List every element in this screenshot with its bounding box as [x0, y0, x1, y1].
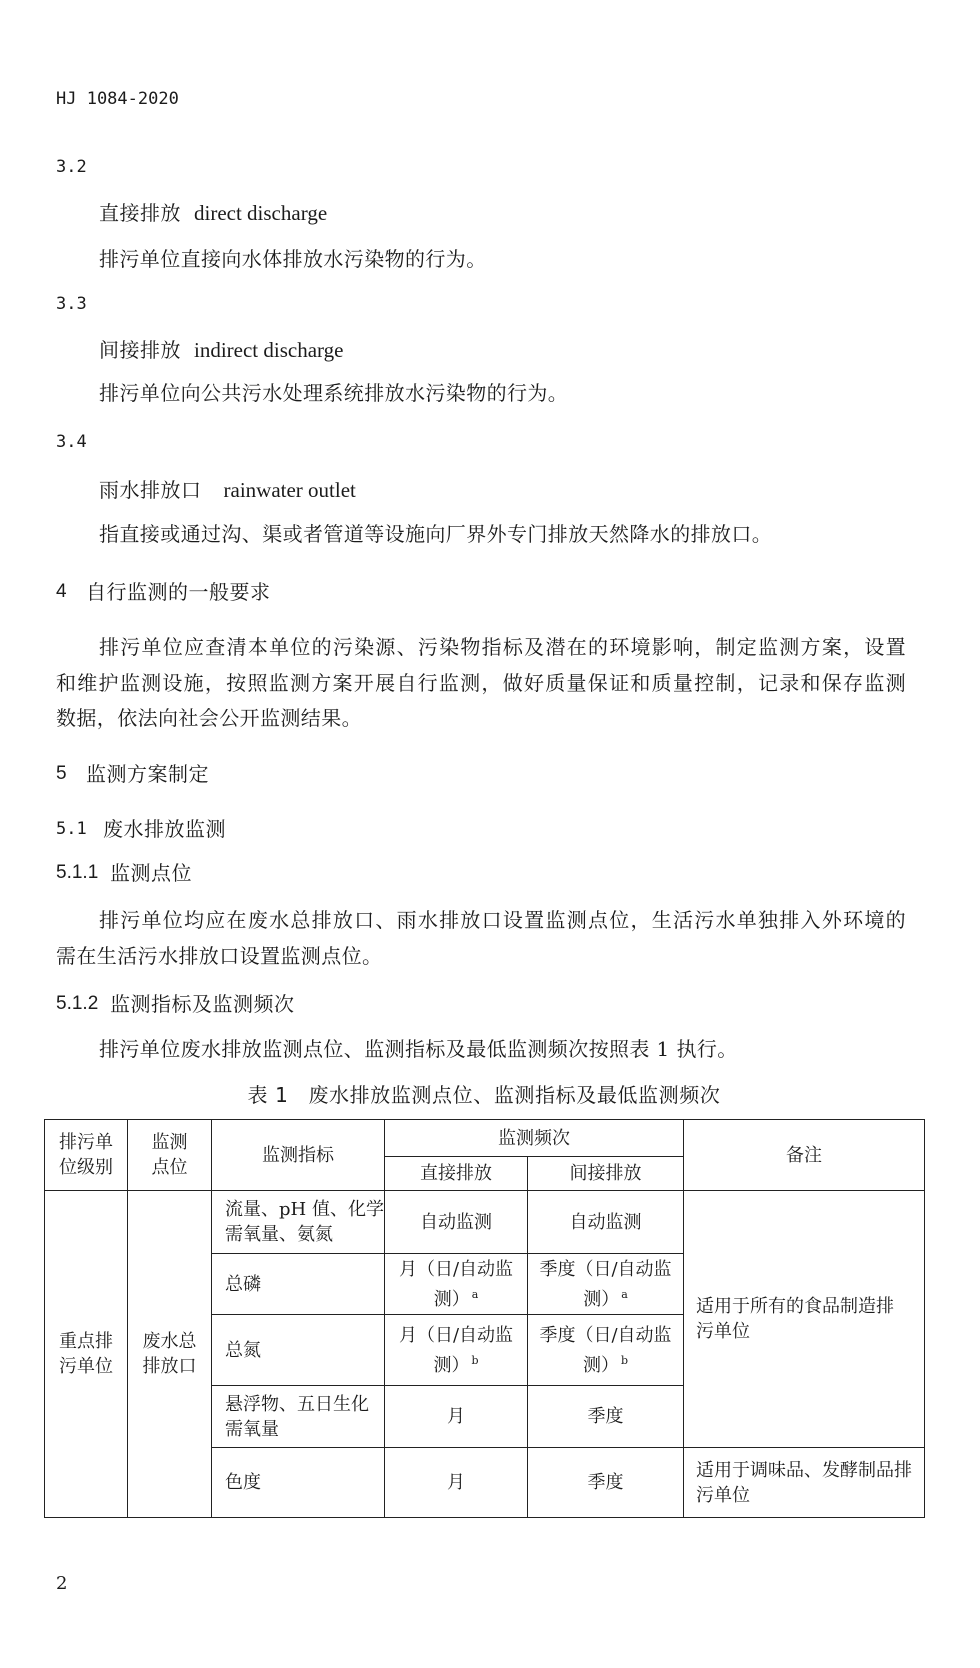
term-en: indirect discharge — [194, 338, 344, 362]
term-3-2 — [99, 201, 327, 227]
monitoring-point-cell: 废水总 排放口 — [128, 1191, 212, 1518]
direct-frequency-cell: 月（日/自动监 测） $^b$ — [385, 1315, 528, 1386]
header-indirect: 间接排放 — [528, 1157, 684, 1191]
indirect-frequency-cell: 自动监测 — [528, 1191, 684, 1254]
indicator-cell: 流量、pH 值、化学 需氧量、氨氮 — [212, 1191, 385, 1254]
term-cn: 雨水排放口 — [99, 478, 202, 502]
remark-cell: 适用于所有的食品制造排 污单位 — [684, 1191, 925, 1448]
paragraph-5-1-1 — [56, 903, 906, 974]
header-unit-level: 排污单 位级别 — [45, 1120, 128, 1191]
paragraph-line: 排污单位应查清本单位的污染源、污染物指标及潜在的环境影响，制定监测方案，设置 — [99, 635, 906, 659]
indicator-cell: 色度 — [212, 1448, 385, 1518]
section-number-4: 4 — [56, 581, 67, 602]
remark-cell: 适用于调味品、发酵制品排 污单位 — [684, 1448, 925, 1518]
page-number: 2 — [56, 1573, 68, 1594]
section-number-5-1-1: 5.1.1 — [56, 862, 99, 883]
table-caption-title: 废水排放监测点位、监测指标及最低监测频次 — [308, 1083, 721, 1107]
section-title-5-1-1: 监测点位 — [110, 861, 192, 885]
footnote-mark: a — [471, 1287, 479, 1301]
footnote-mark: b — [471, 1353, 479, 1367]
section-title-4: 自行监测的一般要求 — [86, 580, 271, 604]
term-en: rainwater outlet — [223, 478, 356, 502]
section-title-5-1-2: 监测指标及监测频次 — [110, 992, 295, 1016]
indicator-cell: 总氮 — [212, 1315, 385, 1386]
paragraph-line: 排污单位均应在废水总排放口、雨水排放口设置监测点位，生活污水单独排入外环境的 — [99, 908, 906, 932]
section-number-3-2: 3.2 — [56, 157, 87, 177]
direct-frequency-cell: 月（日/自动监 测） $^a$ — [385, 1254, 528, 1315]
header-frequency: 监测频次 — [385, 1120, 684, 1157]
paragraph-line: 数据，依法向社会公开监测结果。 — [56, 706, 362, 731]
table-header-row — [45, 1120, 925, 1157]
header-indicator: 监测指标 — [212, 1120, 385, 1191]
section-number-3-3: 3.3 — [56, 294, 87, 314]
header-remark: 备注 — [684, 1120, 925, 1191]
term-cn: 间接排放 — [99, 338, 181, 362]
indirect-frequency-cell: 季度 — [528, 1386, 684, 1448]
table-caption — [44, 1083, 924, 1107]
table-row — [45, 1191, 925, 1254]
section-title-5: 监测方案制定 — [86, 762, 209, 786]
term-cn: 直接排放 — [99, 201, 181, 225]
direct-frequency-cell: 月 — [385, 1386, 528, 1448]
section-number-3-4: 3.4 — [56, 432, 87, 452]
header-monitoring-point: 监测 点位 — [128, 1120, 212, 1191]
table-caption-label: 表 1 — [247, 1083, 289, 1107]
definition-3-2: 排污单位直接向水体排放水污染物的行为。 — [99, 247, 487, 271]
indirect-frequency-cell: 季度（日/自动监 测） $^b$ — [528, 1315, 684, 1386]
doc-code-header: HJ 1084-2020 — [56, 89, 179, 109]
paragraph-line: 和维护监测设施，按照监测方案开展自行监测，做好质量保证和质量控制，记录和保存监测 — [56, 670, 906, 695]
section-number-5: 5 — [56, 763, 67, 784]
direct-frequency-cell: 自动监测 — [385, 1191, 528, 1254]
indirect-frequency-cell: 季度 — [528, 1448, 684, 1518]
footnote-mark: a — [621, 1287, 628, 1301]
definition-3-3: 排污单位向公共污水处理系统排放水污染物的行为。 — [99, 381, 569, 405]
footnote-mark: b — [620, 1353, 629, 1367]
paragraph-4 — [56, 630, 906, 737]
indicator-cell: 总磷 — [212, 1254, 385, 1315]
term-3-3 — [99, 338, 343, 364]
term-en: direct discharge — [194, 201, 328, 225]
term-3-4 — [99, 478, 356, 504]
unit-level-cell: 重点排 污单位 — [45, 1191, 128, 1518]
wastewater-monitoring-table — [44, 1119, 925, 1518]
section-number-5-1: 5.1 — [56, 819, 87, 839]
indirect-frequency-cell: 季度（日/自动监 测） $^a$ — [528, 1254, 684, 1315]
header-direct: 直接排放 — [385, 1157, 528, 1191]
indicator-cell: 悬浮物、五日生化 需氧量 — [212, 1386, 385, 1448]
definition-3-4: 指直接或通过沟、渠或者管道等设施向厂界外专门排放天然降水的排放口。 — [99, 522, 773, 546]
paragraph-line: 需在生活污水排放口设置监测点位。 — [56, 943, 383, 968]
direct-frequency-cell: 月 — [385, 1448, 528, 1518]
section-title-5-1: 废水排放监测 — [103, 817, 226, 841]
paragraph-5-1-2: 排污单位废水排放监测点位、监测指标及最低监测频次按照表 1 执行。 — [99, 1037, 738, 1061]
section-number-5-1-2: 5.1.2 — [56, 993, 99, 1014]
